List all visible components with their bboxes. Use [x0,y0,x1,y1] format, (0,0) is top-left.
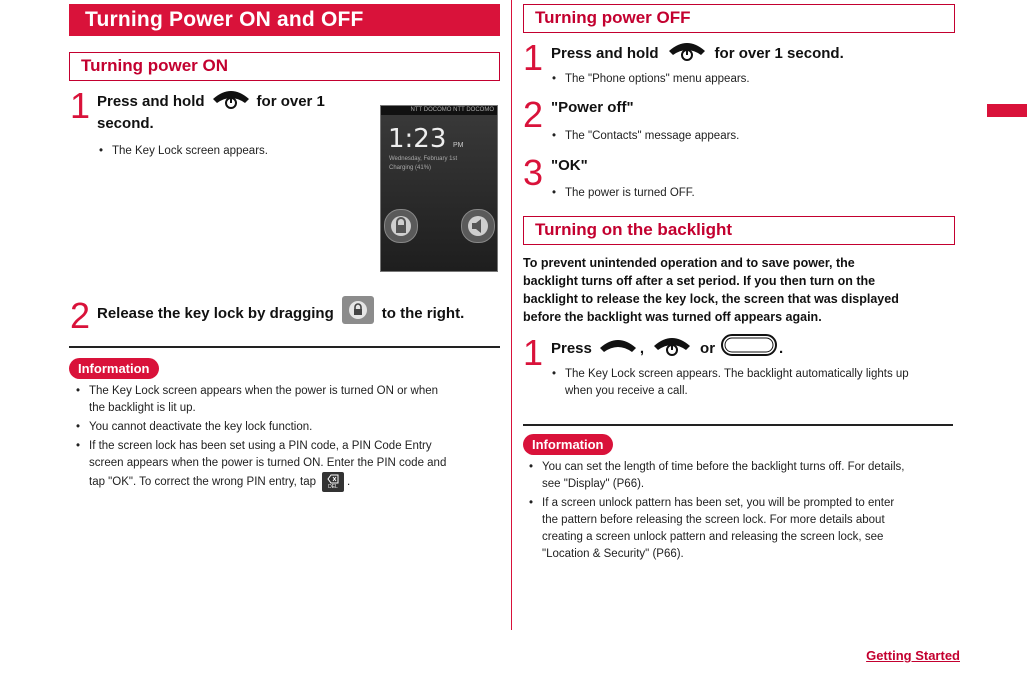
information-badge: Information [69,358,159,379]
step-text-pre: Press and hold [551,45,659,62]
power-key-icon [211,87,251,117]
info-item-cont: tap "OK". To correct the wrong PIN entry, tap DEL . [89,472,350,492]
step-instruction [97,296,464,332]
step-text-post: to the right. [381,305,465,322]
power-key-icon [650,334,694,364]
clock-ampm: PM [453,142,464,149]
info-item: • The Key Lock screen appears when the power is turned ON or when [89,383,438,400]
status-bar: NTT DOCOMO NTT DOCOMO [381,106,497,115]
info-item-cont: the backlight is lit up. [89,402,196,414]
info-item-cont: creating a screen unlock pattern and releasing the screen lock, see [542,531,884,543]
step-note: • The "Phone options" menu appears. [565,71,750,88]
backlight-paragraph-line: before the backlight was turned off appears again. [523,310,822,324]
step-note-cont: when you receive a call. [565,385,688,397]
info-item: • If the screen lock has been set using a PIN code, a PIN Code Entry [89,438,432,455]
step-number: 1 [523,37,544,78]
power-key-icon [665,39,709,69]
unlock-handle[interactable] [384,209,418,243]
info-item: • You can set the length of time before the backlight turns off. For details, [542,459,904,476]
step-instruction [551,334,783,364]
lock-icon [385,210,417,242]
step-or: or [700,340,716,357]
step-note: • The "Contacts" message appears. [565,128,739,145]
step-note: • The Key Lock screen appears. The backlight automatically lights up [565,366,909,383]
step-instruction [551,39,844,69]
section-heading-power-on: Turning power ON [69,52,500,81]
delete-key-label: DEL [328,484,338,490]
backlight-paragraph-line: To prevent unintended operation and to save power, the [523,256,855,270]
step-number: 1 [523,332,544,373]
step-note: • The Key Lock screen appears. [112,143,268,160]
info-item: • If a screen unlock pattern has been set, you will be prompted to enter [542,495,894,512]
step-text-pre: Press [551,340,592,357]
step-instruction: "OK" [551,157,588,174]
backlight-paragraph-line: backlight to release the key lock, the screen that was displayed [523,292,899,306]
step-number: 1 [70,85,91,126]
info-item-cont: "Location & Security" (P66). [542,548,684,560]
speaker-icon [462,210,494,242]
info-item: • You cannot deactivate the key lock function. [89,419,312,436]
footer-chapter-link[interactable]: Getting Started [866,648,960,663]
step-number: 2 [523,94,544,135]
divider [69,346,500,348]
step-text-post: for over 1 second. [714,45,844,62]
step-text-post: for over 1 [256,93,325,110]
step-note: • The power is turned OFF. [565,185,695,202]
clock-date: Wednesday, February 1st [389,156,458,162]
lock-button-icon [342,296,374,332]
sound-toggle-handle[interactable] [461,209,495,243]
backlight-paragraph-line: backlight turns off after a set period. If you then turn on the [523,274,876,288]
key-lock-screenshot [380,105,498,272]
step-number: 2 [70,295,91,336]
menu-key-icon [721,334,777,364]
step-period: . [779,340,784,357]
step-instruction: "Power off" [551,99,634,116]
page-title: Turning Power ON and OFF [69,4,500,36]
call-key-icon [598,336,638,362]
info-item-cont: the pattern before releasing the screen lock. For more details about [542,514,885,526]
step-instruction-line2: second. [97,115,154,132]
charging-status: Charging (41%) [389,165,432,171]
info-item-cont: screen appears when the power is turned ON. Enter the PIN code and [89,457,447,469]
information-badge: Information [523,434,613,455]
section-heading-power-off: Turning power OFF [523,4,955,33]
clock-time: 1:23 [388,124,447,154]
step-number: 3 [523,152,544,193]
info-text: tap "OK". To correct the wrong PIN entry, tap [89,475,316,488]
info-item-cont: see "Display" (P66). [542,478,645,490]
section-heading-backlight: Turning on the backlight [523,216,955,245]
column-divider [511,0,512,630]
step-text-pre: Release the key lock by dragging [97,305,334,322]
step-comma: , [639,340,645,357]
chapter-tab [987,104,1027,117]
divider [523,424,953,426]
step-text-pre: Press and hold [97,93,205,110]
delete-key-icon [322,472,344,492]
